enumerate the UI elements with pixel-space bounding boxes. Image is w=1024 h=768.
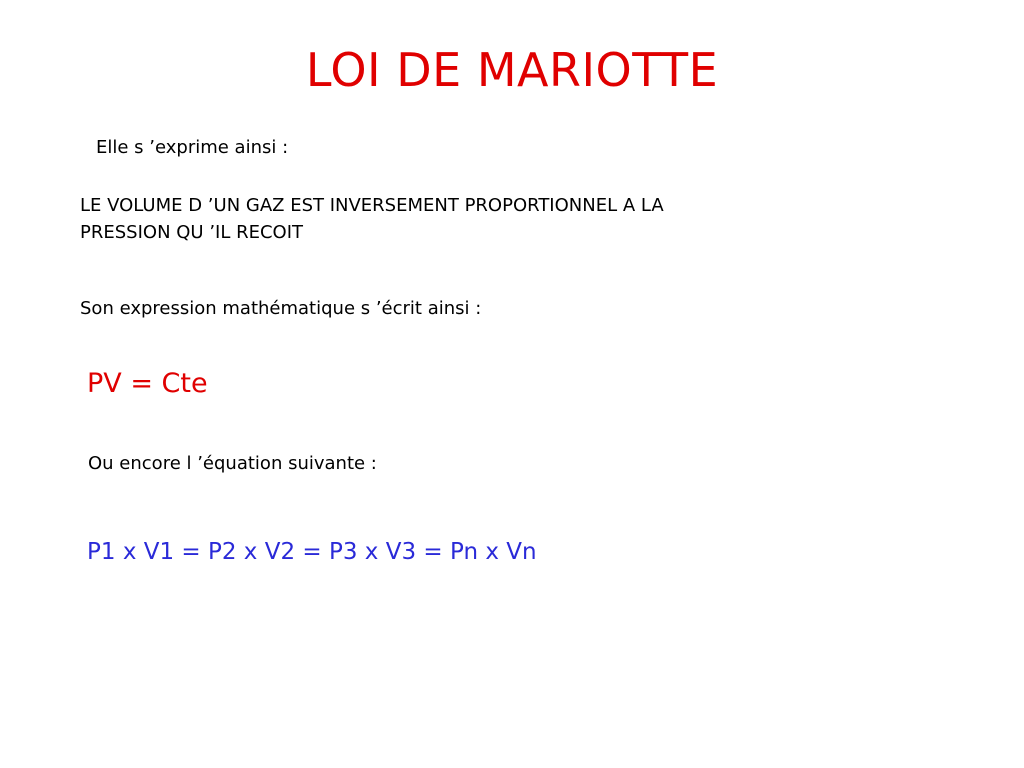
slide-title: LOI DE MARIOTTE (305, 43, 719, 97)
expression-label: Son expression mathématique s ’écrit ainsi : (80, 298, 482, 319)
intro-text: Elle s ’exprime ainsi : (96, 137, 289, 158)
law-statement-line-1: LE VOLUME D ’UN GAZ EST INVERSEMENT PROPORTIONNEL A LA (80, 195, 664, 216)
equation-label: Ou encore l ’équation suivante : (88, 453, 377, 474)
law-statement (80, 192, 880, 246)
equation-chain: P1 x V1 = P2 x V2 = P3 x V3 = Pn x Vn (87, 539, 537, 565)
main-formula: PV = Cte (87, 368, 208, 399)
law-statement-line-2: PRESSION QU ’IL RECOIT (80, 222, 304, 243)
